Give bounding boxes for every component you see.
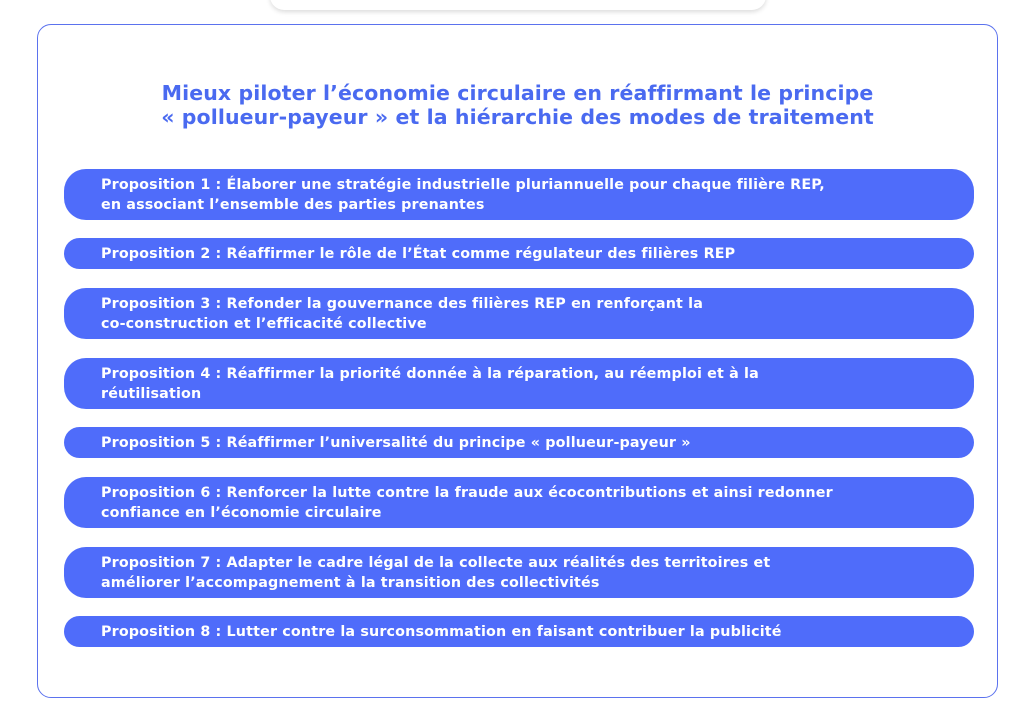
proposition-6-line-1: Proposition 6 : Renforcer la lutte contre la fraude aux écocontributions et ainsi redonner bbox=[101, 484, 833, 501]
proposition-1-line-1: Proposition 1 : Élaborer une stratégie industrielle pluriannuelle pour chaque filière REP, bbox=[101, 176, 825, 193]
proposition-2-line-1: Proposition 2 : Réaffirmer le rôle de l’État comme régulateur des filières REP bbox=[101, 245, 736, 262]
proposition-7-line-2: améliorer l’accompagnement à la transition des collectivités bbox=[101, 574, 600, 591]
proposition-4 bbox=[64, 358, 974, 409]
card-title-line-2: « pollueur-payeur » et la hiérarchie des modes de traitement bbox=[161, 105, 874, 129]
proposition-6-line-2: confiance en l’économie circulaire bbox=[101, 504, 382, 521]
proposition-4-line-1: Proposition 4 : Réaffirmer la priorité donnée à la réparation, au réemploi et à la bbox=[101, 365, 759, 382]
proposition-3-line-2: co-construction et l’efficacité collective bbox=[101, 315, 427, 332]
proposition-1-line-2: en associant l’ensemble des parties prenantes bbox=[101, 196, 485, 213]
proposition-1 bbox=[64, 169, 974, 220]
proposition-6 bbox=[64, 477, 974, 528]
proposition-7-line-1: Proposition 7 : Adapter le cadre légal de la collecte aux réalités des territoires et bbox=[101, 554, 771, 571]
proposition-3-line-1: Proposition 3 : Refonder la gouvernance des filières REP en renforçant la bbox=[101, 295, 703, 312]
card-title bbox=[38, 81, 997, 129]
proposition-3 bbox=[64, 288, 974, 339]
proposition-5-line-1: Proposition 5 : Réaffirmer l’universalité du principe « pollueur-payeur » bbox=[101, 434, 691, 451]
proposition-2 bbox=[64, 238, 974, 269]
top-tab bbox=[270, 0, 766, 10]
card-title-line-1: Mieux piloter l’économie circulaire en réaffirmant le principe bbox=[161, 81, 874, 105]
proposition-7 bbox=[64, 547, 974, 598]
proposition-8 bbox=[64, 616, 974, 647]
proposition-5 bbox=[64, 427, 974, 458]
summary-card bbox=[37, 24, 998, 698]
proposition-4-line-2: réutilisation bbox=[101, 385, 202, 402]
proposition-8-line-1: Proposition 8 : Lutter contre la surconsommation en faisant contribuer la publicité bbox=[101, 623, 782, 640]
